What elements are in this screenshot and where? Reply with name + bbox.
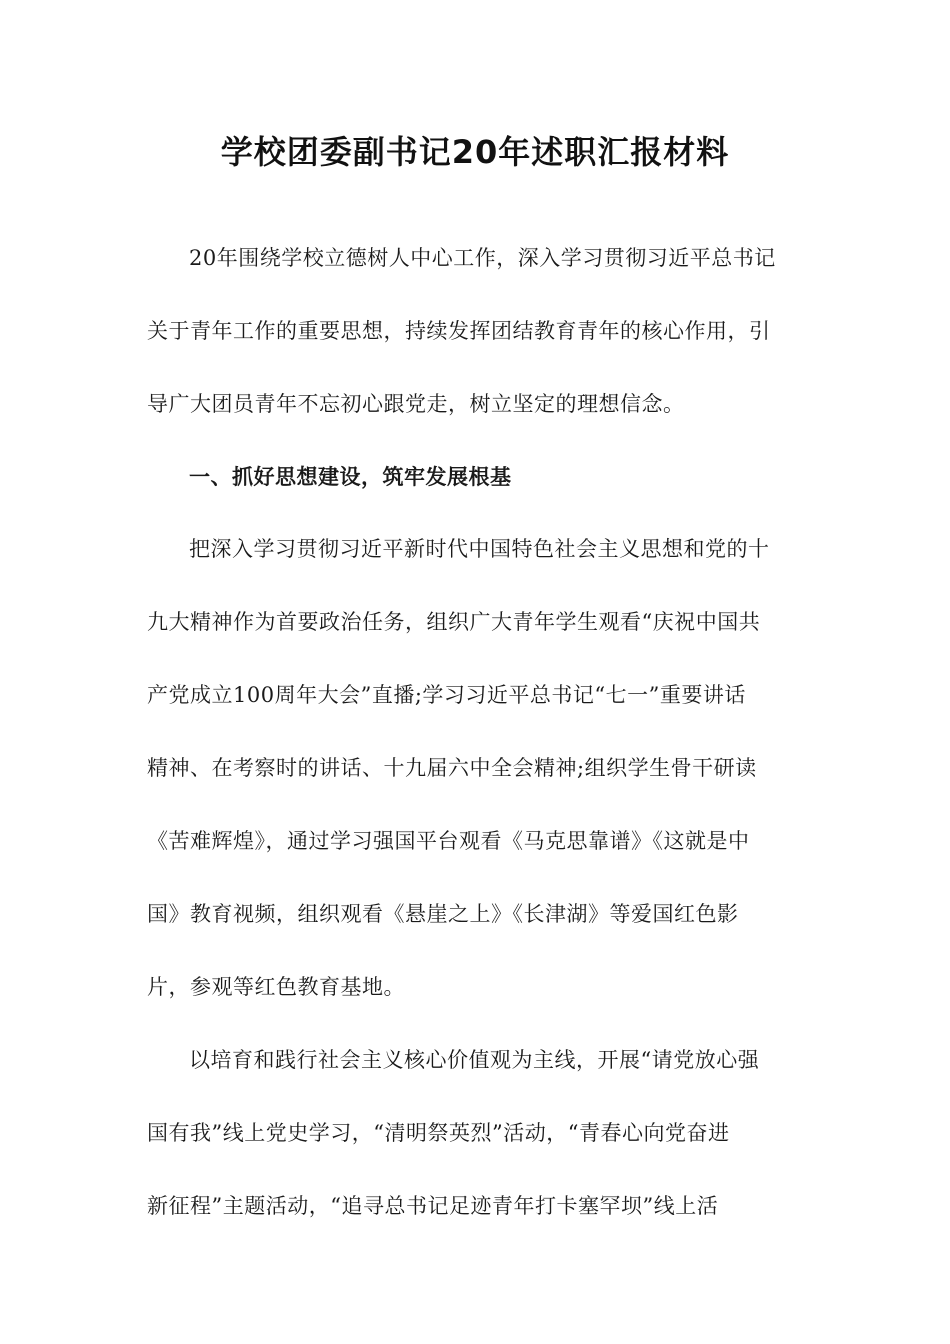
paragraph-line: 《苦难辉煌》，通过学习强国平台观看《马克思靠谱》《这就是中	[147, 829, 750, 853]
paragraph-line: 20年围绕学校立德树人中心工作，深入学习贯彻习近平总书记	[189, 246, 776, 270]
paragraph-line: 把深入学习贯彻习近平新时代中国特色社会主义思想和党的十	[189, 537, 770, 561]
paragraph-line: 新征程”主题活动，“追寻总书记足迹青年打卡塞罕坝”线上活	[147, 1194, 719, 1218]
paragraph-line: 精神、在考察时的讲话、十九届六中全会精神;组织学生骨干研读	[147, 756, 757, 780]
paragraph-line: 导广大团员青年不忘初心跟党走，树立坚定的理想信念。	[147, 392, 685, 416]
paragraph-line: 国》教育视频，组织观看《悬崖之上》《长津湖》等爱国红色影	[147, 902, 739, 926]
paragraph-line: 片，参观等红色教育基地。	[147, 975, 405, 999]
paragraph-line: 国有我”线上党史学习，“清明祭英烈”活动，“青春心向党奋进	[147, 1121, 730, 1145]
paragraph-line: 以培育和践行社会主义核心价值观为主线，开展“请党放心强	[189, 1048, 760, 1072]
section-heading: 一、抓好思想建设，筑牢发展根基	[189, 465, 512, 489]
paragraph-line: 九大精神作为首要政治任务，组织广大青年学生观看“庆祝中国共	[147, 610, 761, 634]
paragraph-line: 产党成立100周年大会”直播;学习习近平总书记“七一”重要讲话	[147, 683, 746, 707]
document-title: 学校团委副书记20年述职汇报材料	[220, 133, 730, 171]
document-body	[147, 234, 803, 1255]
paragraph-line: 关于青年工作的重要思想，持续发挥团结教育青年的核心作用，引	[147, 319, 771, 343]
